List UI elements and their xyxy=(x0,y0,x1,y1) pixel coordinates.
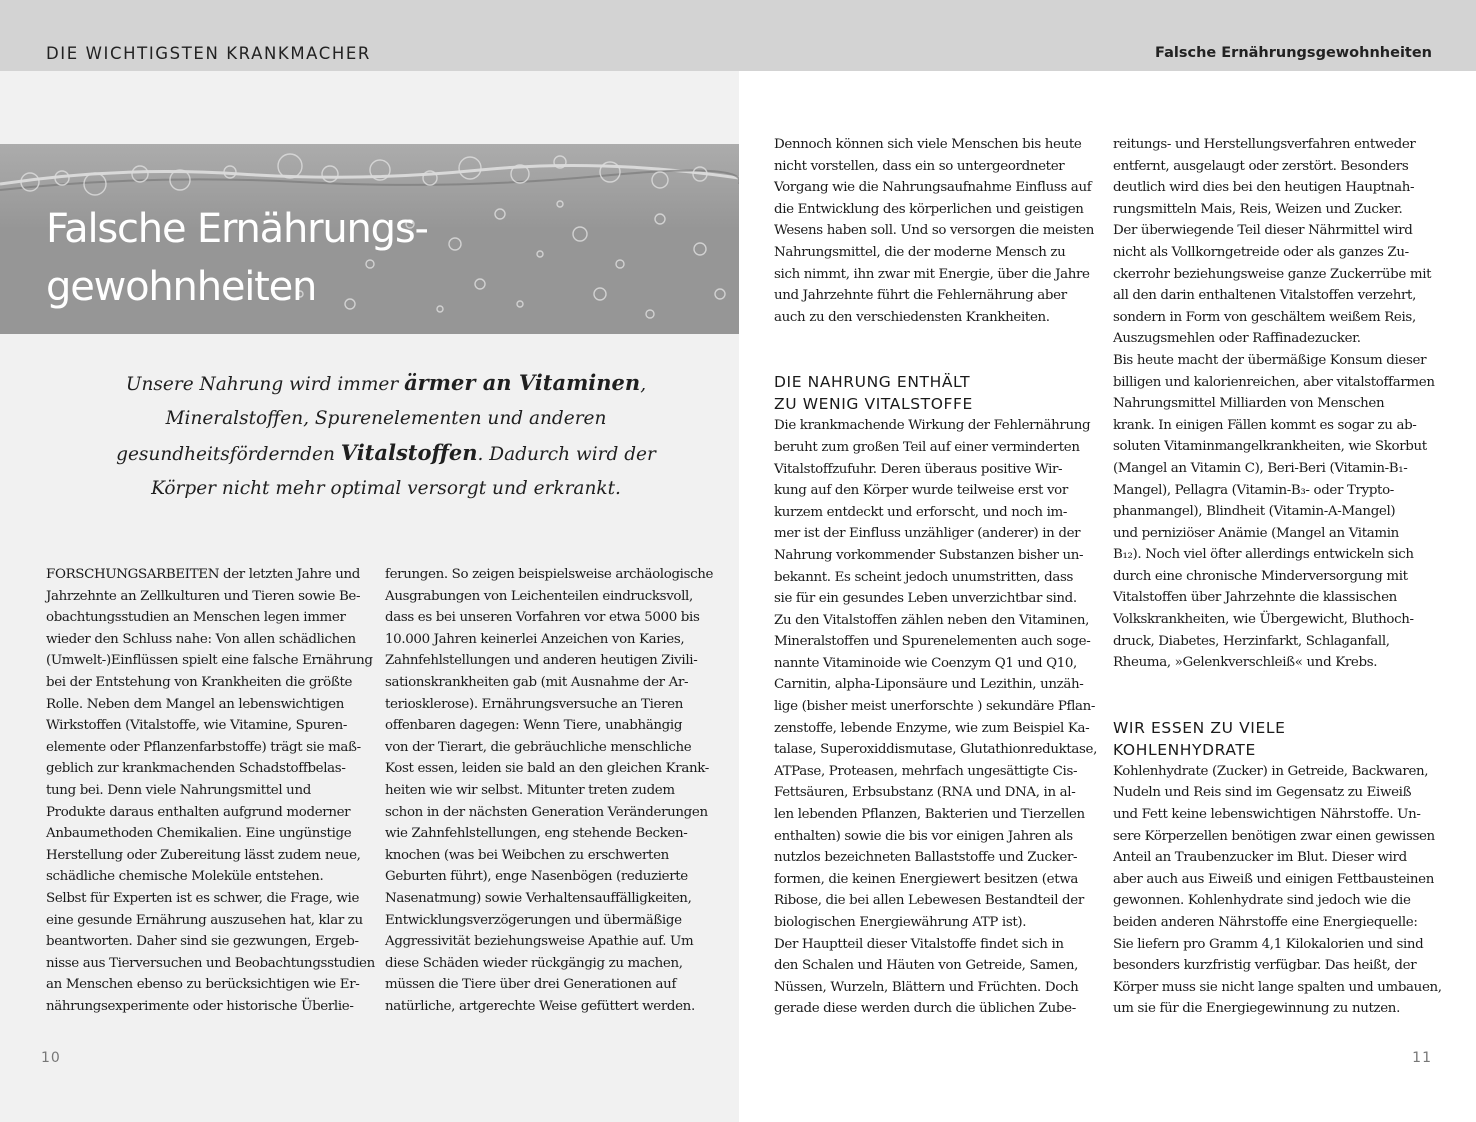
text-line: Nahrungsmittel, die der moderne Mensch zu xyxy=(774,244,1066,260)
text-line: Selbst für Experten ist es schwer, die Frage, wie xyxy=(46,890,360,906)
header-right-title: Falsche Ernährungsgewohnheiten xyxy=(1155,45,1432,61)
text-line: ferungen. So zeigen beispielsweise archäologische xyxy=(385,567,714,582)
text-line: krank. In einigen Fällen kommt es sogar zu ab- xyxy=(1113,417,1417,433)
text-line: nicht vorstellen, dass ein so untergeordneter xyxy=(774,158,1065,174)
text-line: soluten Vitaminmangelkrankheiten, wie Skorbut xyxy=(1113,439,1427,455)
text-line: Carnitin, alpha-Liponsäure und Lezithin, unzäh- xyxy=(774,677,1084,693)
heading-line: WIR ESSEN ZU VIELE xyxy=(1113,718,1286,737)
text-line: nutzlos bezeichneten Ballaststoffe und Zucker- xyxy=(774,850,1078,866)
text-line: heiten wie wir selbst. Mitunter treten zudem xyxy=(385,782,675,798)
text-line: Kost essen, leiden sie bald an den gleichen Krank- xyxy=(385,761,709,777)
text-line: eine gesunde Ernährung auszusehen hat, klar zu xyxy=(46,912,363,928)
text-line: offenbaren dagegen: Wenn Tiere, unabhängig xyxy=(385,718,683,734)
text-line: Geburten führt), enge Nasenbögen (reduzierte xyxy=(385,869,688,885)
intro-text: , Mineralstoffen, Spurenelementen und anderen gesundheitsfördernden xyxy=(116,374,647,465)
text-line: enthalten) sowie die bis vor einigen Jahren als xyxy=(774,828,1073,844)
text-line: teriosklerose). Ernährungsversuche an Tieren xyxy=(385,696,683,712)
text-line: um sie für die Energiegewinnung zu nutzen. xyxy=(1113,1001,1400,1017)
text-line: mer ist der Einfluss unzähliger (anderer) in der xyxy=(774,526,1081,542)
heading-line: ZU WENIG VITALSTOFFE xyxy=(774,395,973,414)
section-heading-vitalstoffe xyxy=(774,371,1094,415)
text-line: len lebenden Pflanzen, Bakterien und Tierzellen xyxy=(774,807,1085,823)
text-line: bei der Entstehung von Krankheiten die größte xyxy=(46,674,353,690)
text-line: elemente oder Pflanzenfarbstoffe) trägt sie maß- xyxy=(46,739,361,755)
text-line: biologischen Energiewährung ATP ist). xyxy=(774,915,1027,930)
text-line: sie für ein gesundes Leben unverzichtbar sind. xyxy=(774,591,1077,607)
text-line: gewonnen. Kohlenhydrate sind jedoch wie die xyxy=(1113,893,1411,909)
text-line: tung bei. Denn viele Nahrungsmittel und xyxy=(46,782,311,798)
text-line: sere Körperzellen benötigen zwar einen gewissen xyxy=(1113,828,1435,844)
text-line: talase, Superoxiddismutase, Glutathionreduktase, xyxy=(774,742,1098,758)
heading-line: KOHLENHYDRATE xyxy=(1113,740,1256,759)
text-line: Nasenatmung) sowie Verhaltensauffälligkeiten, xyxy=(385,890,692,906)
text-line: phanmangel), Blindheit (Vitamin-A-Mangel) xyxy=(1113,504,1396,520)
text-line: entfernt, ausgelaugt oder zerstört. Besonders xyxy=(1113,158,1409,174)
text-line: geblich zur krankmachenden Schadstoffbelas- xyxy=(46,761,346,777)
text-line: druck, Diabetes, Herzinfarkt, Schlaganfall, xyxy=(1113,633,1390,649)
text-line: Auszugsmehlen oder Raffinadezucker. xyxy=(1113,331,1361,347)
text-line: reitungs- und Herstellungsverfahren entweder xyxy=(1113,137,1416,152)
text-line: bekannt. Es scheint jedoch unumstritten, dass xyxy=(774,569,1074,585)
text-line: natürliche, artgerechte Weise gefüttert werden. xyxy=(385,998,695,1014)
text-line: dass es bei unseren Vorfahren vor etwa 5000 bis xyxy=(385,610,700,626)
text-line: gerade diese werden durch die üblichen Zube- xyxy=(774,1001,1076,1017)
page-number-left: 10 xyxy=(41,1050,61,1066)
text-line: Jahrzehnte an Zellkulturen und Tieren sowie Be- xyxy=(46,588,361,604)
text-line: Körper muss sie nicht lange spalten und umbauen, xyxy=(1113,979,1442,995)
text-line: Ausgrabungen von Leichenteilen eindrucksvoll, xyxy=(385,588,693,604)
text-line: B₁₂). Noch viel öfter allerdings entwickeln sich xyxy=(1113,547,1414,563)
text-line: von der Tierart, die gebräuchliche menschliche xyxy=(385,739,692,755)
text-column-1 xyxy=(46,564,375,1017)
text-line: sich nimmt, ihn zwar mit Energie, über die Jahre xyxy=(774,266,1090,282)
text-line: rungsmitteln Mais, Reis, Weizen und Zucker. xyxy=(1113,201,1403,217)
text-line: Aggressivität beziehungsweise Apathie auf. Um xyxy=(385,934,694,950)
text-line: beantworten. Daher sind sie gezwungen, Ergeb- xyxy=(46,934,359,950)
text-line: Vorgang wie die Nahrungsaufnahme Einfluss auf xyxy=(774,180,1092,196)
text-line: wieder den Schluss nahe: Von allen schädlichen xyxy=(46,631,356,647)
text-column-2 xyxy=(385,564,714,1017)
intro-text: . Dadurch wird der Körper nicht mehr optimal versorgt und erkrankt. xyxy=(151,444,656,499)
text-line: all den darin enthaltenen Vitalstoffen verzehrt, xyxy=(1113,288,1416,304)
heading-line: DIE NAHRUNG ENTHÄLT xyxy=(774,373,971,392)
text-line: Vitalstoffzufuhr. Deren überaus positive Wir- xyxy=(774,461,1063,477)
intro-lead xyxy=(106,366,666,506)
text-line: billigen und kalorienreichen, aber vitalstoffarmen xyxy=(1113,374,1435,390)
hero-banner xyxy=(0,144,739,334)
text-line: nicht als Vollkorngetreide oder als ganzes Zu- xyxy=(1113,244,1409,260)
intro-emphasis: ärmer an Vitaminen xyxy=(404,370,641,395)
text-line: Rheuma, »Gelenkverschleiß« und Krebs. xyxy=(1113,655,1378,671)
text-line: Kohlenhydrate (Zucker) in Getreide, Backwaren, xyxy=(1113,763,1429,779)
text-line: auch zu den verschiedensten Krankheiten. xyxy=(774,309,1050,325)
text-line: 10.000 Jahren keinerlei Anzeichen von Karies, xyxy=(385,631,685,647)
text-line: obachtungsstudien an Menschen legen immer xyxy=(46,610,346,626)
text-line: kurzem entdeckt und erforscht, und noch im- xyxy=(774,504,1068,520)
text-line: nährungsexperimente oder historische Überlie- xyxy=(46,998,354,1014)
text-line: Zu den Vitalstoffen zählen neben den Vitaminen, xyxy=(774,612,1090,628)
section-spacer xyxy=(1113,674,1433,717)
text-line: Bis heute macht der übermäßige Konsum dieser xyxy=(1113,352,1427,368)
text-line: Entwicklungsverzögerungen und übermäßige xyxy=(385,912,682,928)
text-line: Zahnfehlstellungen und anderen heutigen Zivili- xyxy=(385,653,698,669)
text-line: nisse aus Tierversuchen und Beobachtungsstudien xyxy=(46,955,375,971)
text-line: deutlich wird dies bei den heutigen Hauptnah- xyxy=(1113,180,1415,196)
text-line: schädliche chemische Moleküle entstehen. xyxy=(46,869,324,885)
section-heading-kohlenhydrate xyxy=(1113,717,1433,761)
text-line: Anteil an Traubenzucker im Blut. Dieser wird xyxy=(1113,850,1407,866)
text-line: Vitalstoffen über Jahrzehnte die klassischen xyxy=(1113,590,1397,606)
text-line: ATPase, Proteasen, mehrfach ungesättigte Cis- xyxy=(774,763,1078,779)
text-line: Nahrungsmittel Milliarden von Menschen xyxy=(1113,396,1385,412)
text-line: Anbaumethoden Chemikalien. Eine ungünstige xyxy=(46,826,352,842)
text-line: Herstellung oder Zubereitung lässt zudem neue, xyxy=(46,847,361,863)
text-line: FORSCHUNGSARBEITEN der letzten Jahre und xyxy=(46,567,361,582)
text-line: die Entwicklung des körperlichen und geistigen xyxy=(774,201,1084,217)
text-line: beiden anderen Nährstoffe eine Energiequelle: xyxy=(1113,915,1418,930)
text-line: sationskrankheiten gab (mit Ausnahme der Ar- xyxy=(385,674,689,690)
text-line: Dennoch können sich viele Menschen bis heute xyxy=(774,137,1082,152)
text-line: Ribose, die bei allen Lebewesen Bestandteil der xyxy=(774,893,1084,909)
text-line: Die krankmachende Wirkung der Fehlernährung xyxy=(774,418,1091,434)
text-line: Wesens haben soll. Und so versorgen die meisten xyxy=(774,223,1094,239)
text-line: (Mangel an Vitamin C), Beri-Beri (Vitamin-B₁- xyxy=(1113,460,1408,476)
text-line: ckerrohr beziehungsweise ganze Zuckerrübe mit xyxy=(1113,266,1432,282)
header-left-title: DIE WICHTIGSTEN KRANKMACHER xyxy=(46,44,371,63)
text-line: Rolle. Neben dem Mangel an lebenswichtigen xyxy=(46,696,344,712)
text-line: schon in der nächsten Generation Veränderungen xyxy=(385,804,708,820)
chapter-title-line: Falsche Ernährungs- xyxy=(46,206,428,252)
text-column-4 xyxy=(1113,134,1442,1020)
text-line: Nahrung vorkommender Substanzen bisher un- xyxy=(774,547,1084,563)
section-spacer xyxy=(774,328,1094,371)
text-line: an Menschen ebenso zu berücksichtigen wie Er- xyxy=(46,977,360,993)
text-line: (Umwelt-)Einflüssen spielt eine falsche Ernährung xyxy=(46,653,373,669)
text-line: formen, die keinen Energiewert besitzen (etwa xyxy=(774,871,1079,887)
text-line: durch eine chronische Minderversorgung mit xyxy=(1113,568,1408,584)
text-line: sondern in Form von geschältem weißem Reis, xyxy=(1113,309,1416,325)
text-line: diese Schäden wieder rückgängig zu machen, xyxy=(385,955,683,971)
text-line: Der überwiegende Teil dieser Nährmittel wird xyxy=(1113,223,1413,239)
page-number-right: 11 xyxy=(1412,1050,1432,1066)
text-line: nannte Vitaminoide wie Coenzym Q1 und Q10, xyxy=(774,655,1077,671)
text-line: Volkskrankheiten, wie Übergewicht, Bluthoch- xyxy=(1113,612,1414,628)
chapter-title xyxy=(46,200,428,316)
text-line: knochen (was bei Weibchen zu erschwerten xyxy=(385,847,669,863)
text-line: den Schalen und Häuten von Getreide, Samen, xyxy=(774,958,1079,974)
text-line: und Jahrzehnte führt die Fehlernährung aber xyxy=(774,288,1067,304)
intro-emphasis: Vitalstoffen xyxy=(340,440,478,465)
text-line: besonders kurzfristig verfügbar. Das heißt, der xyxy=(1113,958,1417,974)
text-line: lige (bisher meist unerforschte ) sekundäre Pflan- xyxy=(774,699,1096,715)
text-line: Nüssen, Wurzeln, Blättern und Früchten. Doch xyxy=(774,979,1079,995)
text-line: Sie liefern pro Gramm 4,1 Kilokalorien und sind xyxy=(1113,936,1424,952)
text-line: Fettsäuren, Erbsubstanz (RNA und DNA, in al- xyxy=(774,785,1076,801)
text-column-3 xyxy=(774,134,1098,1020)
text-line: Produkte daraus enthalten aufgrund moderner xyxy=(46,804,351,820)
text-line: kung auf den Körper wurde teilweise erst vor xyxy=(774,483,1068,499)
text-line: Der Hauptteil dieser Vitalstoffe findet sich in xyxy=(774,936,1064,952)
text-line: Wirkstoffen (Vitalstoffe, wie Vitamine, Spuren- xyxy=(46,718,348,734)
text-line: beruht zum großen Teil auf einer verminderten xyxy=(774,439,1080,455)
text-line: Mineralstoffen und Spurenelementen auch soge- xyxy=(774,634,1091,650)
text-line: wie Zahnfehlstellungen, eng stehende Becken- xyxy=(385,826,688,842)
text-line: aber auch aus Eiweiß und einigen Fettbausteinen xyxy=(1113,871,1434,887)
text-line: Mangel), Pellagra (Vitamin-B₃- oder Trypto- xyxy=(1113,482,1394,498)
text-line: Nudeln und Reis sind im Gegensatz zu Eiweiß xyxy=(1113,785,1412,801)
running-header xyxy=(0,0,1476,71)
intro-text: Unsere Nahrung wird immer xyxy=(125,374,405,395)
text-line: zenstoffe, lebende Enzyme, wie zum Beispiel Ka- xyxy=(774,720,1090,736)
text-line: müssen die Tiere über drei Generationen auf xyxy=(385,977,677,993)
chapter-title-line: gewohnheiten xyxy=(46,264,317,310)
text-line: und perniziöser Anämie (Mangel an Vitamin xyxy=(1113,525,1399,541)
text-line: und Fett keine lebenswichtigen Nährstoffe. Un- xyxy=(1113,807,1421,823)
